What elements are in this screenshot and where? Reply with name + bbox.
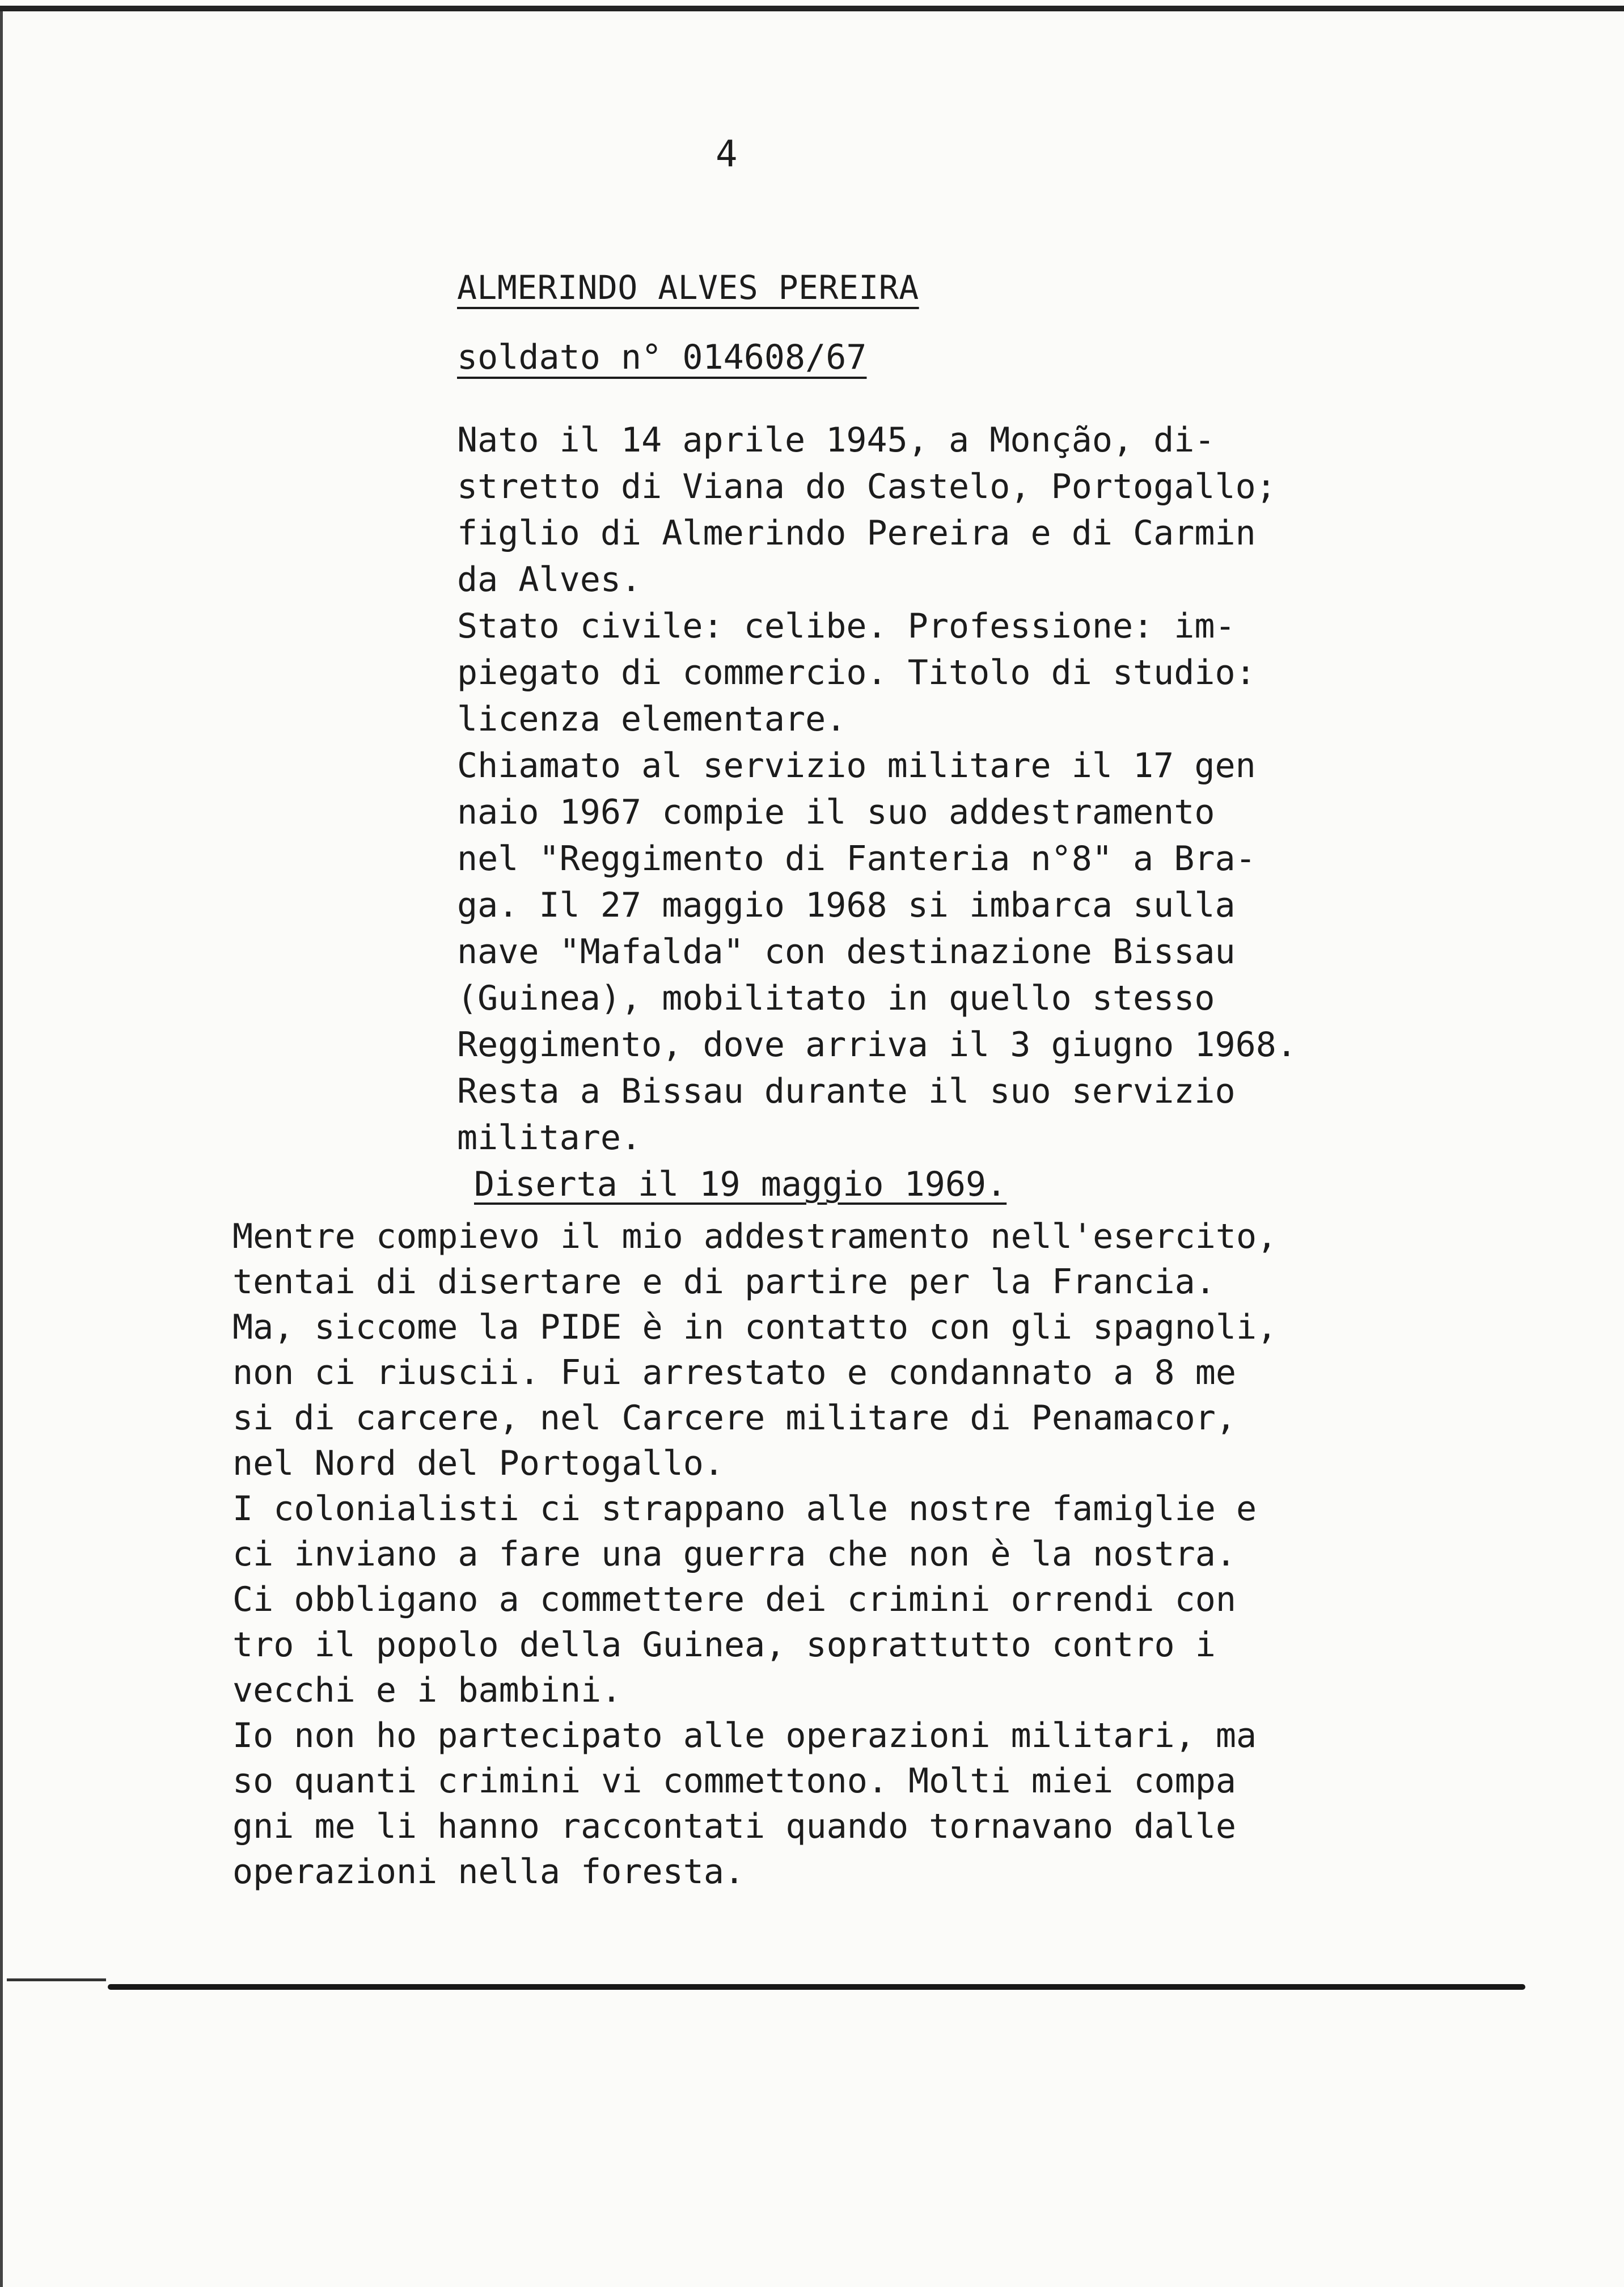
bio-line: Reggimento, dove arriva il 3 giugno 1968. [457, 1025, 1297, 1065]
testimony-line: nel Nord del Portogallo. [232, 1444, 724, 1483]
testimony-line: so quanti crimini vi commettono. Molti miei compa [232, 1761, 1237, 1801]
bio-line: naio 1967 compie il suo addestramento [457, 792, 1215, 832]
testimony-line: Ci obbligano a commettere dei crimini orrendi con [232, 1580, 1237, 1619]
bio-line: Chiamato al servizio militare il 17 gen [457, 746, 1256, 786]
testimony-line: tro il popolo della Guinea, soprattutto contro i [232, 1625, 1216, 1665]
biography-block [457, 417, 1297, 1208]
bio-line: Stato civile: celibe. Professione: im- [457, 606, 1236, 646]
desertion-date-line: Diserta il 19 maggio 1969. [474, 1164, 1007, 1204]
testimony-line: gni me li hanno raccontati quando tornavano dalle [232, 1807, 1237, 1846]
bio-line: nel "Reggimento di Fanteria n°8" a Bra- [457, 839, 1256, 879]
bio-line: militare. [457, 1118, 642, 1158]
bio-line: stretto di Viana do Castelo, Portogallo; [457, 467, 1276, 507]
bottom-rule-tick [7, 1978, 106, 1981]
testimony-line: Ma, siccome la PIDE è in contatto con gli spagnoli, [232, 1307, 1278, 1347]
left-page-edge [0, 11, 3, 2287]
testimony-line: Mentre compievo il mio addestramento nell'esercito, [232, 1217, 1278, 1256]
testimony-line: vecchi e i bambini. [232, 1670, 622, 1710]
bio-line: nave "Mafalda" con destinazione Bissau [457, 932, 1236, 972]
bio-line: piegato di commercio. Titolo di studio: [457, 653, 1256, 693]
top-border-rule [0, 6, 1624, 11]
page-number: 4 [716, 133, 738, 175]
testimony-line: Io non ho partecipato alle operazioni militari, ma [232, 1716, 1257, 1756]
testimony-line: tentai di disertare e di partire per la Francia. [232, 1262, 1216, 1302]
bio-line: figlio di Almerindo Pereira e di Carmin [457, 513, 1256, 553]
testimony-line: si di carcere, nel Carcere militare di Penamacor, [232, 1398, 1237, 1438]
testimony-line: ci inviano a fare una guerra che non è la nostra. [232, 1534, 1237, 1574]
testimony-line: I colonialisti ci strappano alle nostre famiglie e [232, 1489, 1257, 1529]
testimony-line: non ci riuscii. Fui arrestato e condannato a 8 me [232, 1353, 1237, 1393]
bio-line: Resta a Bissau durante il suo servizio [457, 1071, 1236, 1111]
bio-line: licenza elementare. [457, 699, 847, 739]
bio-line: da Alves. [457, 560, 642, 600]
soldier-number-heading: soldato n° 014608/67 [457, 337, 867, 377]
bottom-border-rule [108, 1984, 1525, 1990]
soldier-name-heading: ALMERINDO ALVES PEREIRA [457, 268, 919, 307]
testimony-block [232, 1214, 1277, 1894]
bio-line: Nato il 14 aprile 1945, a Monção, di- [457, 420, 1215, 460]
bio-line: ga. Il 27 maggio 1968 si imbarca sulla [457, 885, 1236, 925]
testimony-line: operazioni nella foresta. [232, 1852, 745, 1892]
bio-line: (Guinea), mobilitato in quello stesso [457, 978, 1215, 1018]
